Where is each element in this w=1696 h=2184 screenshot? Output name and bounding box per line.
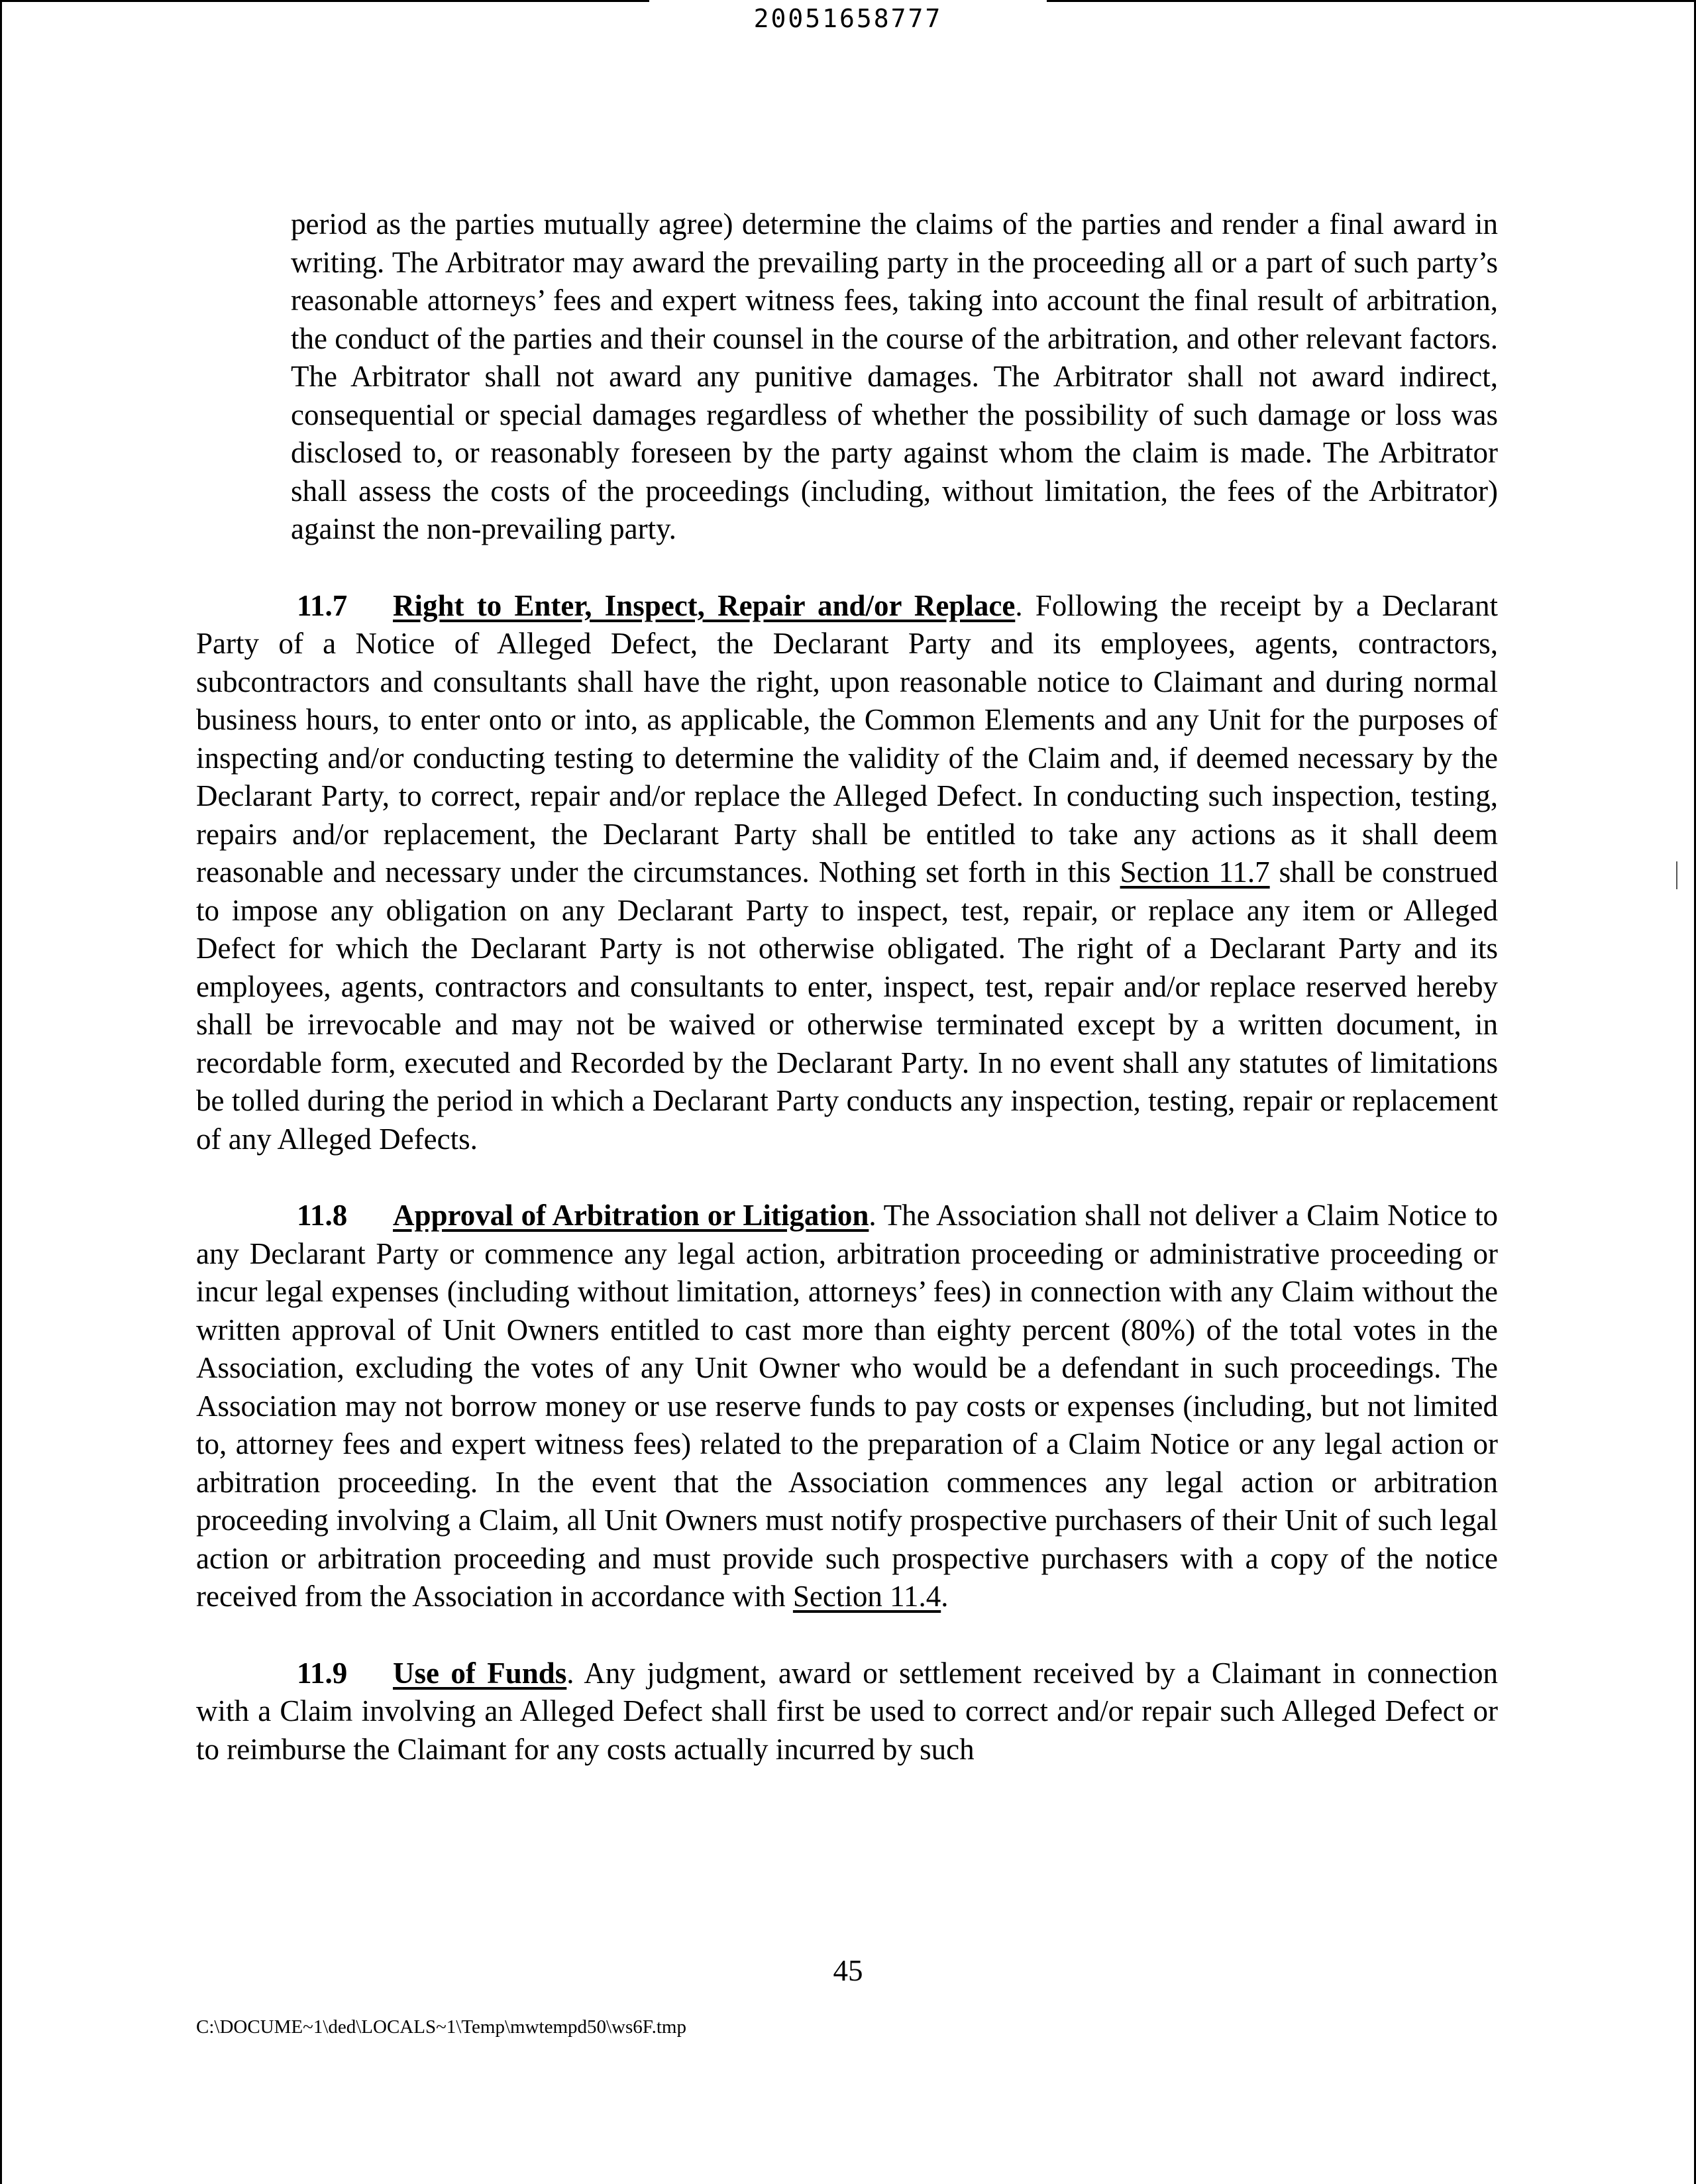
section-text-continued: shall be construed to impose any obligation on any Declarant Party to inspect, test, repair, or replace any item or Alleged Defect for which the Declarant Party is not otherwise obligated. The right of a Declarant Party and its employees, agents, contractors and consultants to enter, inspect, test, repair and/or replace reserved hereby shall be irrevocable and may not be waived or otherwise terminated except by a written document, in recordable form, executed and Recorded by the Declarant Party. In no event shall any statutes of limitations be tolled during the period in which a Declarant Party conducts any inspection, testing, repair or replacement of any Alleged Defects. <box>196 855 1498 1156</box>
section-text: . Any judgment, award or settlement received by a Claimant in connection with a Claim involving an Alleged Defect shall first be used to correct and/or repair such Alleged Defect or to reimburse the Claimant for any costs actually incurred by such <box>196 1656 1498 1766</box>
section-title: Right to Enter, Inspect, Repair and/or Replace <box>393 588 1016 622</box>
page-number: 45 <box>833 1954 863 1987</box>
section-reference: Section 11.4 <box>792 1580 941 1613</box>
section-11-8 <box>196 1197 1498 1616</box>
scan-margin-mark <box>1676 861 1677 889</box>
scan-top-border-left <box>0 0 649 2</box>
section-title: Use of Funds <box>393 1656 567 1690</box>
scan-left-border <box>0 0 2 2184</box>
section-text: . The Association shall not deliver a Claim Notice to any Declarant Party or commence any legal action, arbitration proceeding or administrative proceeding or incur legal expenses (including without limitation, attorneys’ fees) in connection with any Claim without the written approval of Unit Owners entitled to cast more than eighty percent (80%) of the total votes in the Association, excluding the votes of any Unit Owner who would be a defendant in such proceedings. The Association may not borrow money or use reserve funds to pay costs or expenses (including, but not limited to, attorney fees and expert witness fees) related to the preparation of a Claim Notice or any legal action or arbitration proceeding. In the event that the Association commences any legal action or arbitration proceeding involving a Claim, all Unit Owners must notify prospective purchasers of their Unit of such legal action or arbitration proceeding and must provide such prospective purchasers with a copy of the notice received from the Association in accordance with <box>196 1199 1498 1613</box>
scan-top-border-right <box>1047 0 1696 2</box>
section-reference: Section 11.7 <box>1120 855 1270 889</box>
section-number: 11.9 <box>297 1656 348 1690</box>
continuation-paragraph: period as the parties mutually agree) determine the claims of the parties and render a final award in writing. The Arbitrator may award the prevailing party in the proceeding all or a part of such party’s reasonable attorneys’ fees and expert witness fees, taking into account the final result of arbitration, the conduct of the parties and their counsel in the course of the arbitration, and other relevant factors. The Arbitrator shall not award any punitive damages. The Arbitrator shall not award indirect, consequential or special damages regardless of whether the possibility of such damage or loss was disclosed to, or reasonably foreseen by the party against whom the claim is made. The Arbitrator shall assess the costs of the proceedings (including, without limitation, the fees of the Arbitrator) against the non-prevailing party. <box>291 207 1498 545</box>
section-11-7 <box>196 587 1498 1159</box>
document-id: 20051658777 <box>753 4 943 33</box>
section-text: . Following the receipt by a Declarant Party of a Notice of Alleged Defect, the Declarant Party and its employees, agents, contractors, subcontractors and consultants shall have the right, upon reasonable notice to Claimant and during normal business hours, to enter onto or into, as applicable, the Common Elements and any Unit for the purposes of inspecting and/or conducting testing to determine the validity of the Claim and, if deemed necessary by the Declarant Party, to correct, repair and/or replace the Alleged Defect. In conducting such inspection, testing, repairs and/or replacement, the Declarant Party shall be entitled to take any actions as it shall deem reasonable and necessary under the circumstances. Nothing set forth in this <box>196 588 1498 889</box>
section-number: 11.7 <box>297 588 348 622</box>
footer-file-path: C:\DOCUME~1\ded\LOCALS~1\Temp\mwtempd50\ws6F.tmp <box>196 2016 686 2038</box>
section-11-9 <box>196 1655 1498 1769</box>
section-number: 11.8 <box>297 1199 348 1232</box>
section-title: Approval of Arbitration or Litigation <box>393 1199 869 1232</box>
document-body <box>196 205 1498 1769</box>
section-text-continued: . <box>941 1580 949 1613</box>
